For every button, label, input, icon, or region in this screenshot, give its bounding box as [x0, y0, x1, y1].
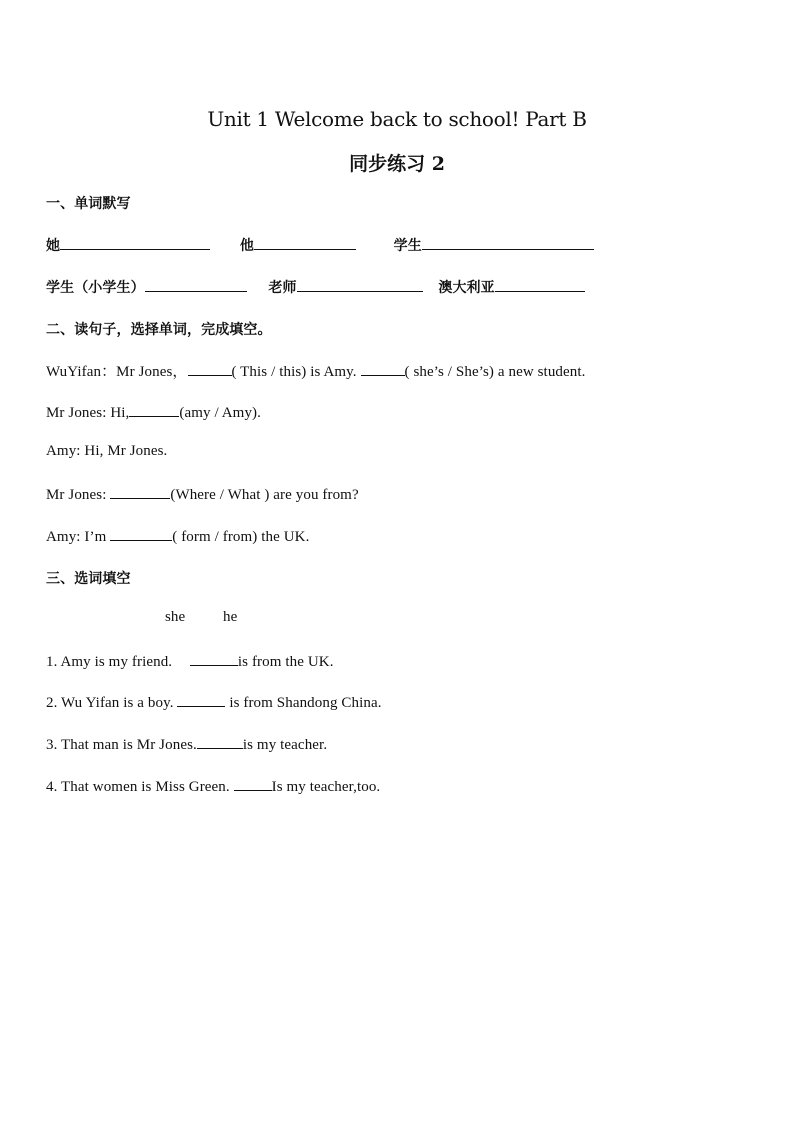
- fill-blank[interactable]: [177, 692, 225, 707]
- fill-item-3: [46, 734, 327, 754]
- fill-item-2: [46, 692, 382, 712]
- vocab-blank-she[interactable]: [60, 235, 210, 250]
- fill-blank[interactable]: [197, 734, 243, 749]
- fill-item-text: is my teacher.: [242, 737, 328, 753]
- dialogue-text: (amy / Amy).: [179, 405, 261, 421]
- fill-item-text: 1. Amy is my friend.: [46, 654, 173, 670]
- dialogue-blank[interactable]: [110, 484, 170, 499]
- dialogue-line-2: [46, 402, 261, 422]
- word-bank-item: he: [223, 609, 238, 625]
- vocab-label-he: 他: [239, 238, 254, 254]
- fill-blank[interactable]: [190, 651, 238, 666]
- section1-heading: 一、单词默写: [46, 196, 131, 212]
- dialogue-text: ( she’s / She’s) a new student.: [404, 364, 586, 380]
- vocab-label-student: 学生: [393, 238, 422, 254]
- vocab-blank-teacher[interactable]: [297, 277, 423, 292]
- dialogue-text: Mr Jones:: [46, 487, 107, 503]
- vocab-row-1: [46, 235, 594, 255]
- fill-item-text: 3. That man is Mr Jones.: [46, 737, 197, 753]
- dialogue-text: Amy: I’m: [46, 529, 107, 545]
- dialogue-text: (Where / What ) are you from?: [170, 487, 359, 503]
- dialogue-text: Amy: Hi, Mr Jones.: [46, 443, 168, 459]
- dialogue-blank[interactable]: [361, 361, 405, 376]
- fill-item-4: [46, 776, 380, 796]
- vocab-blank-student[interactable]: [422, 235, 594, 250]
- page-subtitle: 同步练习 2: [349, 153, 445, 175]
- fill-blank[interactable]: [234, 776, 272, 791]
- vocab-label-australia: 澳大利亚: [438, 280, 495, 296]
- vocab-label-teacher: 老师: [268, 280, 297, 296]
- dialogue-text: Mr Jones: Hi,: [46, 405, 130, 421]
- vocab-blank-he[interactable]: [254, 235, 356, 250]
- fill-item-text: 4. That women is Miss Green.: [46, 779, 230, 795]
- fill-item-text: is from the UK.: [237, 654, 334, 670]
- vocab-blank-pupil[interactable]: [145, 277, 247, 292]
- word-bank: [165, 609, 237, 626]
- vocab-blank-australia[interactable]: [495, 277, 585, 292]
- vocab-row-2: [46, 277, 585, 297]
- fill-item-text: Is my teacher,too.: [271, 779, 381, 795]
- fill-item-text: 2. Wu Yifan is a boy.: [46, 695, 174, 711]
- section3-heading: 三、选词填空: [46, 571, 131, 587]
- dialogue-text: ( form / from) the UK.: [172, 529, 310, 545]
- section2-heading: 二、读句子，选择单词，完成填空。: [46, 322, 272, 338]
- vocab-label-pupil: 学生（小学生）: [46, 280, 145, 296]
- dialogue-blank[interactable]: [110, 526, 172, 541]
- dialogue-line-4: [46, 484, 359, 504]
- word-bank-item: she: [165, 609, 186, 625]
- dialogue-text: WuYifan：Mr Jones，: [46, 364, 188, 380]
- dialogue-blank[interactable]: [129, 402, 179, 417]
- dialogue-line-5: [46, 526, 309, 546]
- dialogue-blank[interactable]: [188, 361, 232, 376]
- page-title: Unit 1 Welcome back to school! Part B: [207, 107, 587, 131]
- fill-item-text: is from Shandong China.: [229, 695, 382, 711]
- dialogue-line-1: [46, 360, 586, 381]
- vocab-label-she: 她: [46, 238, 61, 254]
- dialogue-line-3: [46, 443, 167, 460]
- fill-item-1: [46, 651, 334, 671]
- dialogue-text: ( This / this) is Amy.: [231, 364, 357, 380]
